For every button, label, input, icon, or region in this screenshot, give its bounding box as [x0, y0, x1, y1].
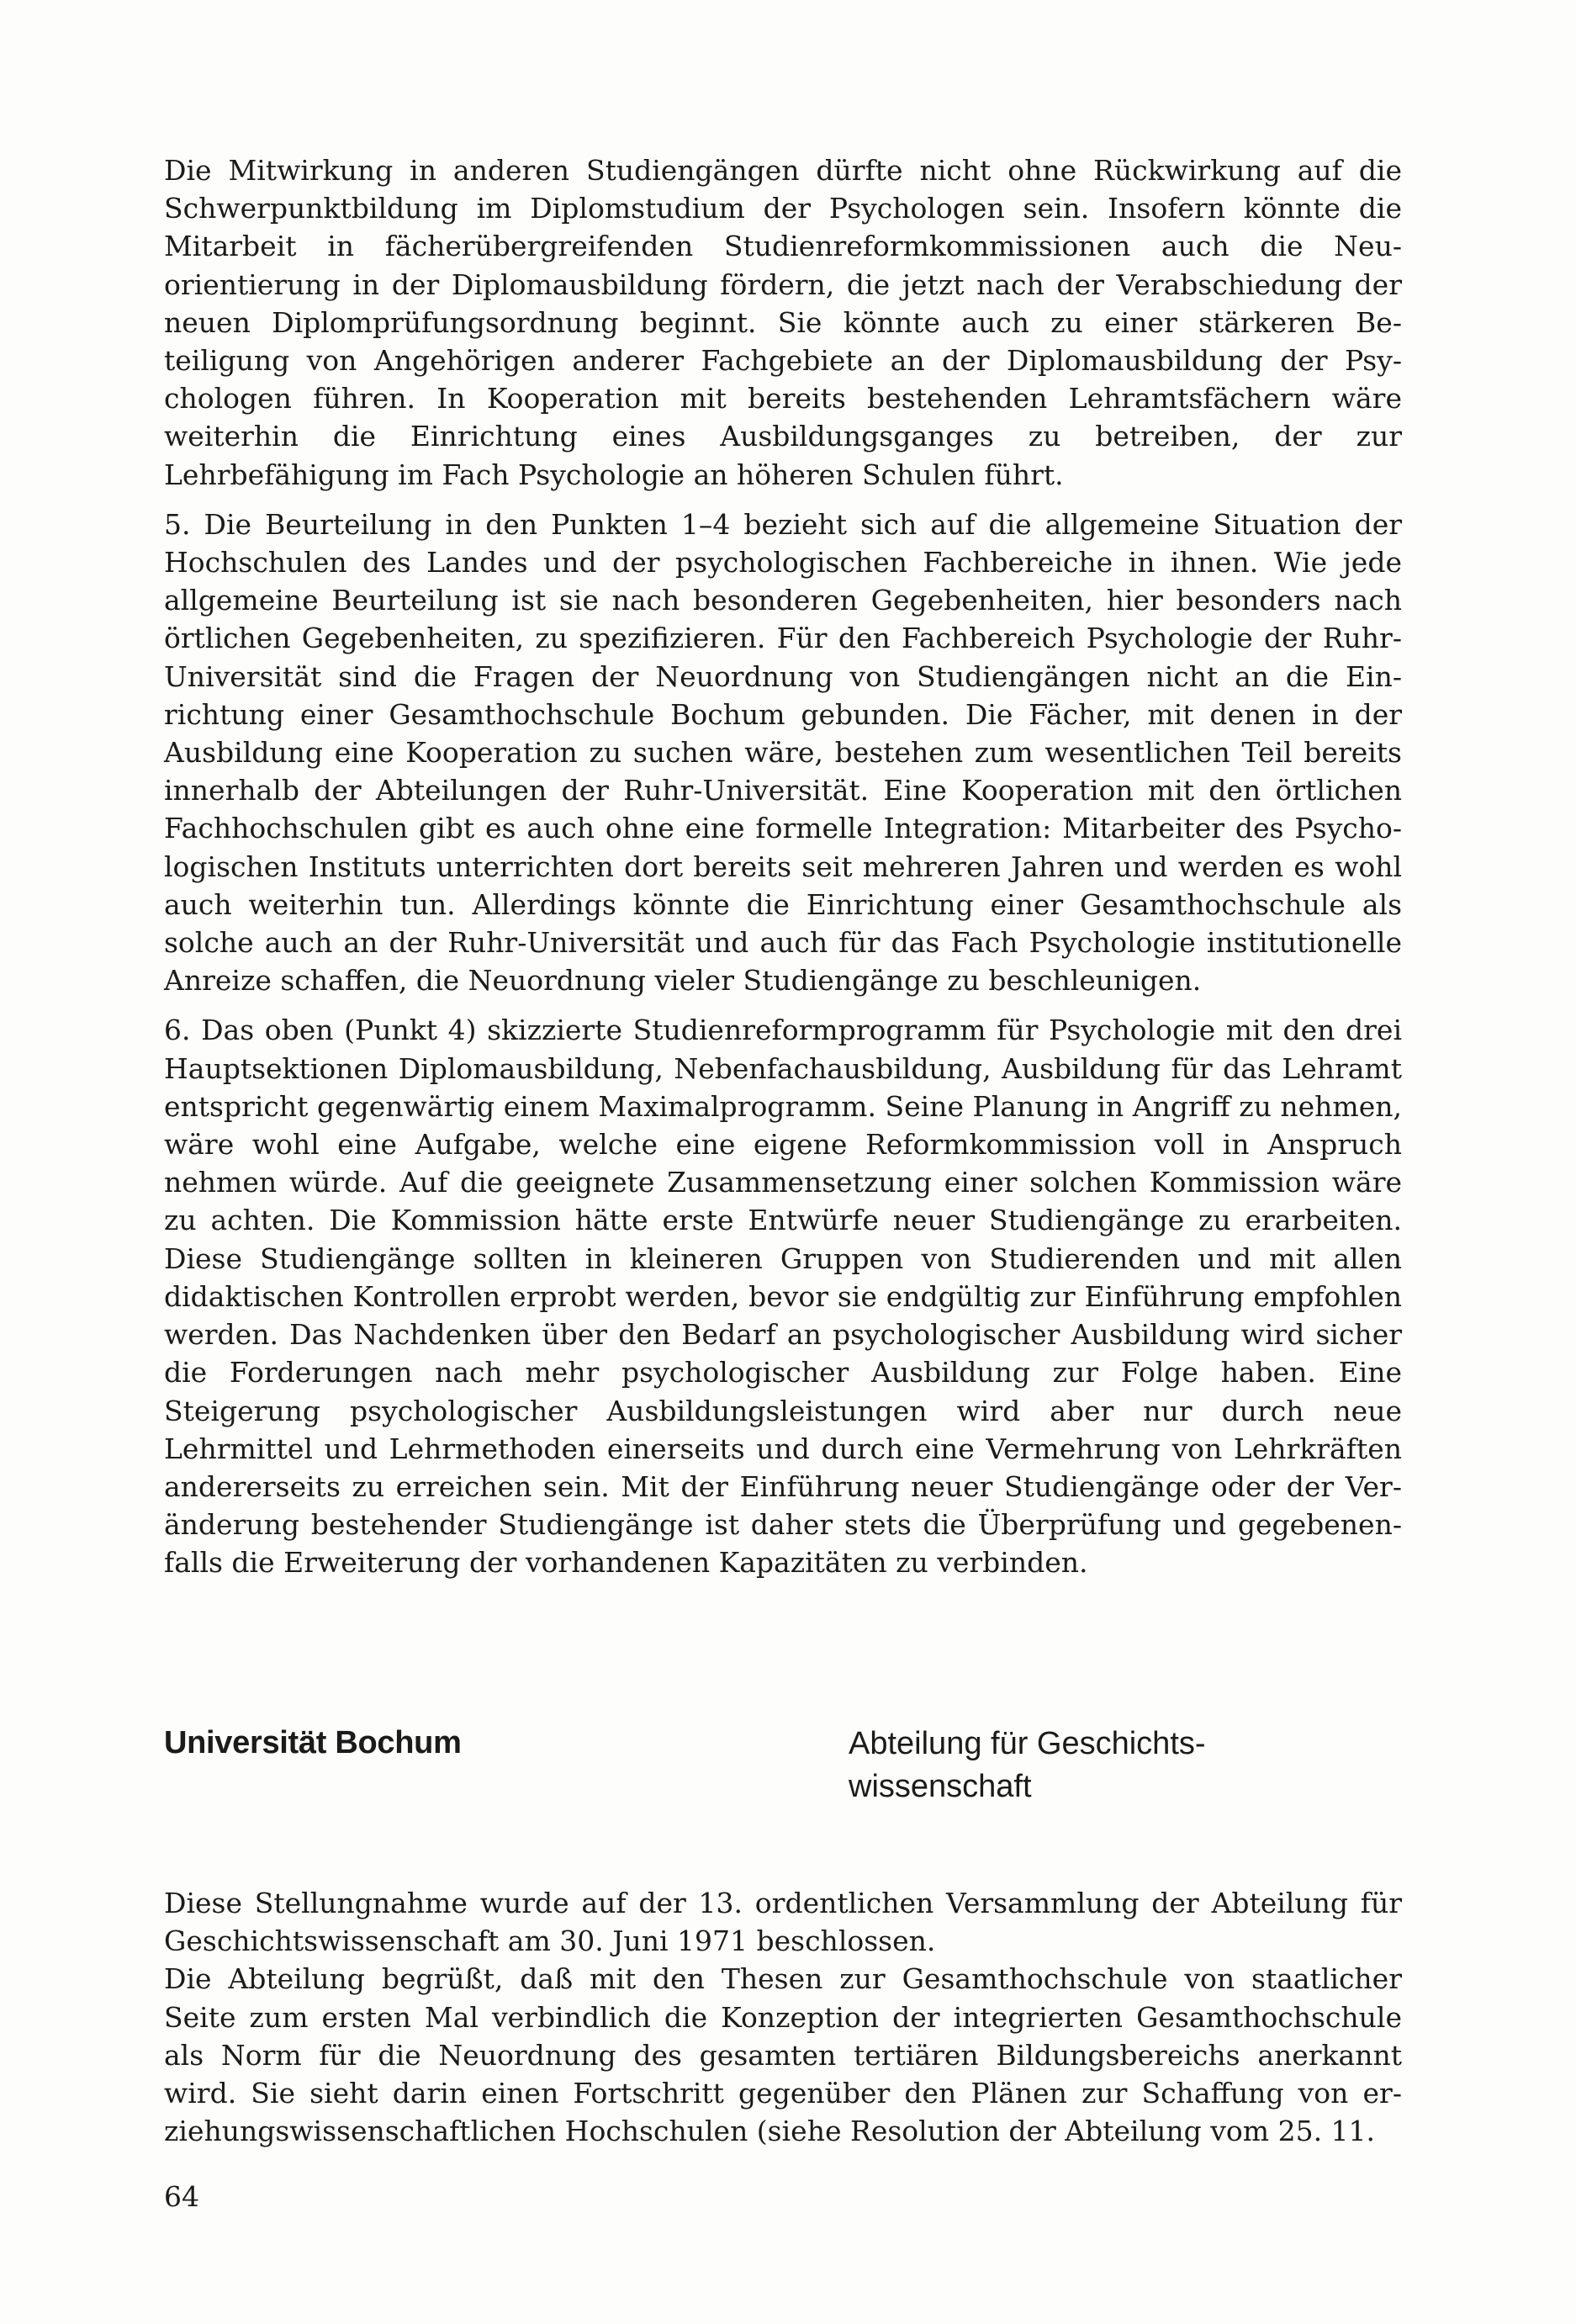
paragraph-welcome: Die Abteilung begrüßt, daß mit den Thesen zur Gesamthochschule von staatlicher Seite zum ersten Mal verbindlich die Konzeption der integrierten Gesamthochschule als Norm für die Neuordnung des gesamten tertiären Bildungsbereichs anerkannt wird. Sie sieht darin einen Fortschritt gegenüber den Plänen zur Schaffung von erziehungswissenschaftlichen Hochschulen (siehe Resolution der Abteilung vom 25. 11.	[164, 1962, 1402, 2148]
paragraph-point-5: 5. Die Beurteilung in den Punkten 1–4 bezieht sich auf die allgemeine Situation der Hochschulen des Landes und der psychologischen Fachbereiche in ihnen. Wie jede allgemeine Beurteilung ist sie nach besonderen Gegebenheiten, hier besonders nach örtlichen Gegebenheiten, zu spezifizieren. Für den Fachbereich Psychologie der Ruhr-Universität sind die Fragen der Neuordnung von Studiengängen nicht an die Einrichtung einer Gesamthochschule Bochum gebunden. Die Fächer, mit denen in der Ausbildung eine Kooperation zu suchen wäre, bestehen zum wesentlichen Teil bereits innerhalb der Abteilungen der Ruhr-Universität. Eine Kooperation mit den örtlichen Fachhochschulen gibt es auch ohne eine formelle Integration: Mitarbeiter des Psychologischen Instituts unterrichten dort bereits seit mehreren Jahren und werden es wohl auch weiterhin tun. Allerdings könnte die Einrichtung einer Gesamthochschule als solche auch an der Ruhr-Universität und auch für das Fach Psychologie institutionelle Anreize schaffen, die Neuordnung vieler Studiengänge zu beschleunigen.	[164, 507, 1402, 998]
body-text-lower	[164, 1884, 1402, 2150]
body-text-upper	[164, 151, 1402, 1582]
paragraph-intro: Die Mitwirkung in anderen Studiengängen dürfte nicht ohne Rückwirkung auf die Schwerpunktbildung im Diplomstudium der Psychologen sein. Insofern könnte die Mitarbeit in fächerübergreifenden Studienreformkommissionen auch die Neuorientierung in der Diplomausbildung fördern, die jetzt nach der Verabschiedung der neuen Diplomprüfungsordnung beginnt. Sie könnte auch zu einer stärkeren Beteiligung von Angehörigen anderer Fachgebiete an der Diplomausbildung der Psychologen führen. In Kooperation mit bereits bestehenden Lehramtsfächern wäre weiterhin die Einrichtung eines Ausbildungsganges zu betreiben, der zur Lehrbefähigung im Fach Psychologie an höheren Schulen führt.	[164, 154, 1402, 491]
page-number: 64	[164, 2180, 199, 2213]
paragraph-resolution: Diese Stellungnahme wurde auf der 13. ordentlichen Versammlung der Abteilung für Geschichtswissenschaft am 30. Juni 1971 beschlossen.	[164, 1887, 1402, 1958]
department-heading: Abteilung für Geschichts- wissenschaft	[849, 1726, 1206, 1804]
institution-heading: Universität Bochum	[164, 1725, 462, 1760]
paragraph-point-6: 6. Das oben (Punkt 4) skizzierte Studienreformprogramm für Psychologie mit den drei Hauptsektionen Diplomausbildung, Nebenfachausbildung, Ausbildung für das Lehramt entspricht gegenwärtig einem Maximalprogramm. Seine Planung in Angriff zu nehmen, wäre wohl eine Aufgabe, welche eine eigene Reformkommission voll in Anspruch nehmen würde. Auf die geeignete Zusammensetzung einer solchen Kommission wäre zu achten. Die Kommission hätte erste Entwürfe neuer Studiengänge zu erarbeiten. Diese Studiengänge sollten in kleineren Gruppen von Studierenden und mit allen didaktischen Kontrollen erprobt werden, bevor sie endgültig zur Einführung empfohlen werden. Das Nachdenken über den Bedarf an psychologischer Ausbildung wird sicher die Forderungen nach mehr psychologischer Ausbildung zur Folge haben. Eine Steigerung psychologischer Ausbildungsleistungen wird aber nur durch neue Lehrmittel und Lehrmethoden einerseits und durch eine Vermehrung von Lehrkräften andererseits zu erreichen sein. Mit der Einführung neuer Studiengänge oder der Veränderung bestehender Studiengänge ist daher stets die Überprüfung und gegebenenfalls die Erweiterung der vorhandenen Kapazitäten zu verbinden.	[164, 1014, 1402, 1580]
